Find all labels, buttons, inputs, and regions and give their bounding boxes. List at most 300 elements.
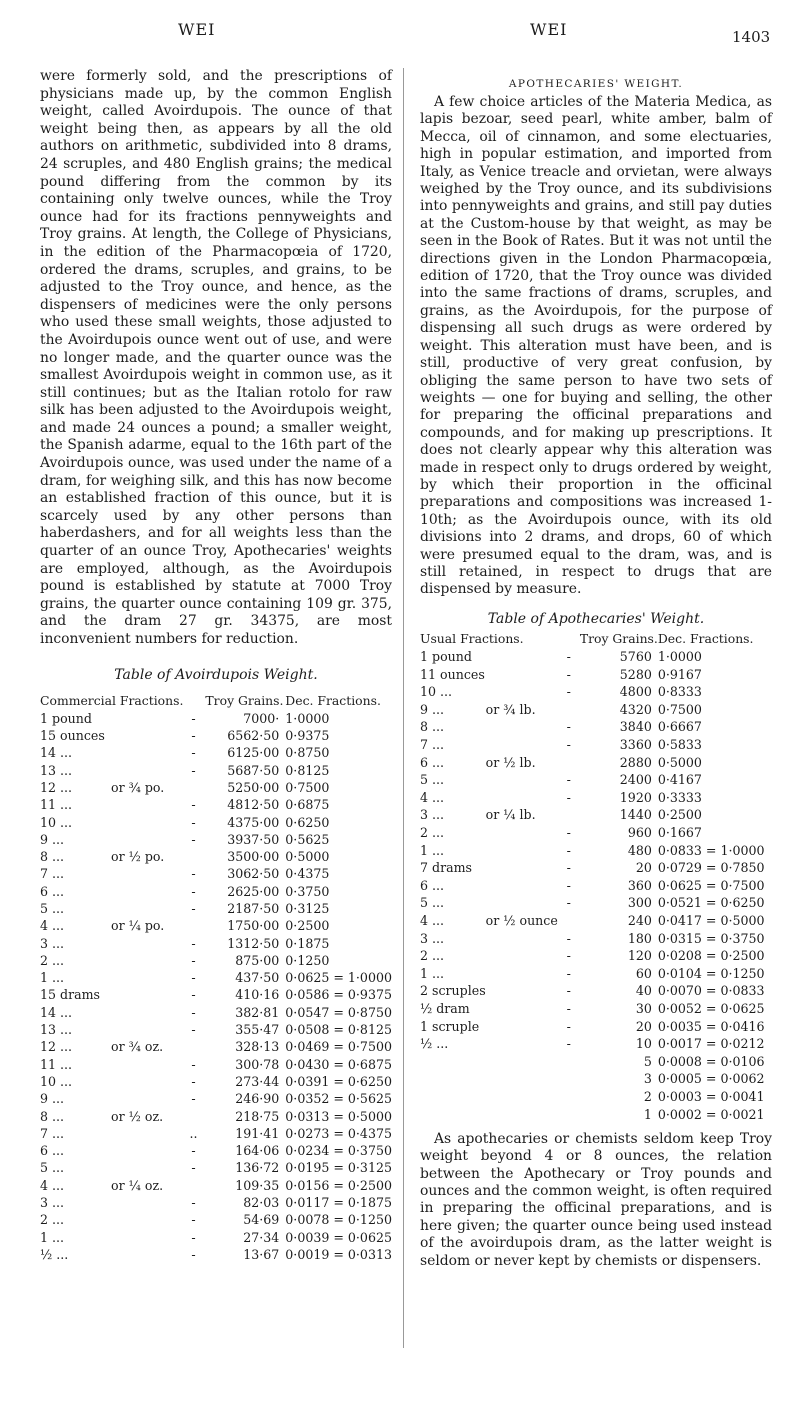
row-label: 12 ... xyxy=(40,1039,73,1055)
row-alt-fraction xyxy=(111,1056,183,1073)
row-label: 1 ... xyxy=(420,842,445,858)
table-row xyxy=(420,982,772,1000)
table-row xyxy=(40,1125,392,1142)
row-label: ½ dram xyxy=(420,1000,470,1016)
row-troy-grains: 164·06 xyxy=(235,1143,280,1159)
row-leader: - xyxy=(566,930,571,946)
row-alt-fraction xyxy=(111,1211,183,1228)
row-troy-grains: 1920 xyxy=(619,789,652,805)
row-alt-fraction xyxy=(111,900,183,917)
row-leader: - xyxy=(566,789,571,805)
row-label: 11 ounces xyxy=(420,666,485,682)
row-label: 6 ... xyxy=(40,883,65,899)
table-row xyxy=(40,1056,392,1073)
table-row xyxy=(40,952,392,969)
row-decimal: 0·6250 xyxy=(285,814,330,830)
row-decimal: 0·0017 = 0·0212 xyxy=(657,1036,765,1052)
row-leader: - xyxy=(191,1004,196,1020)
row-alt-fraction xyxy=(111,1090,183,1107)
row-decimal: 0·0833 = 1·0000 xyxy=(657,842,765,858)
row-decimal: 0·0039 = 0·0625 xyxy=(285,1229,392,1245)
row-label: 2 scruples xyxy=(420,983,486,999)
row-leader xyxy=(558,753,580,771)
table-row xyxy=(40,1194,392,1211)
row-label: 13 ... xyxy=(40,762,73,778)
row-troy-grains: 2187·50 xyxy=(227,901,280,916)
table-row xyxy=(420,894,772,912)
row-alt-fraction: or ½ ounce xyxy=(485,912,558,928)
row-leader: - xyxy=(566,684,571,700)
table-row xyxy=(420,1052,772,1070)
row-alt-fraction xyxy=(111,727,183,744)
row-leader: - xyxy=(191,935,196,951)
row-leader: - xyxy=(566,983,571,999)
table-row xyxy=(40,727,392,744)
section-title: APOTHECARIES' WEIGHT. xyxy=(508,78,684,90)
row-label: 5 ... xyxy=(420,772,445,788)
row-label: 3 ... xyxy=(40,935,65,951)
row-leader: - xyxy=(566,719,571,735)
row-troy-grains: 3840 xyxy=(619,719,652,735)
row-decimal: 0·0547 = 0·8750 xyxy=(285,1004,392,1020)
row-leader: - xyxy=(566,772,571,788)
row-decimal: 0·9375 xyxy=(285,728,330,744)
row-leader xyxy=(183,848,203,865)
row-leader: - xyxy=(191,710,196,726)
row-alt-fraction: or ¼ oz. xyxy=(111,1177,164,1193)
row-alt-fraction xyxy=(111,1125,183,1142)
row-decimal: 0·0273 = 0·4375 xyxy=(285,1125,392,1141)
row-alt-fraction xyxy=(486,736,558,754)
row-label: 10 ... xyxy=(40,814,73,830)
row-label xyxy=(420,1105,486,1123)
row-label: 1 scruple xyxy=(420,1018,480,1034)
row-label: 11 ... xyxy=(40,797,73,813)
row-troy-grains: 328·13 xyxy=(235,1039,280,1055)
row-alt-fraction xyxy=(486,982,558,1000)
row-decimal: 0·0002 = 0·0021 xyxy=(657,1106,765,1122)
apothecaries-table-title: Table of Apothecaries' Weight. xyxy=(487,610,705,627)
row-label xyxy=(420,1052,486,1070)
right-column xyxy=(420,78,772,1270)
row-troy-grains: 191·41 xyxy=(235,1125,280,1141)
row-alt-fraction xyxy=(486,789,558,807)
row-leader: - xyxy=(566,965,571,981)
row-leader: - xyxy=(191,831,196,847)
row-label: 9 ... xyxy=(40,831,65,847)
row-troy-grains: 5250·00 xyxy=(227,779,280,795)
row-troy-grains: 2625·00 xyxy=(227,883,280,899)
column-header: Dec. Fractions. xyxy=(657,630,754,646)
row-label: 2 ... xyxy=(40,1212,65,1228)
row-alt-fraction xyxy=(111,969,183,986)
row-troy-grains: 3062·50 xyxy=(227,866,280,882)
row-label: 4 ... xyxy=(420,789,445,805)
table-row xyxy=(40,883,392,900)
row-alt-fraction xyxy=(111,986,183,1003)
row-troy-grains: 5280 xyxy=(619,666,652,682)
row-alt-fraction: or ¾ lb. xyxy=(485,701,536,717)
row-troy-grains: 300·78 xyxy=(235,1056,280,1072)
row-troy-grains: 1312·50 xyxy=(227,935,280,951)
row-label: 3 ... xyxy=(40,1195,65,1211)
row-alt-fraction xyxy=(486,1088,558,1106)
table-row xyxy=(40,1142,392,1159)
row-alt-fraction xyxy=(486,929,558,947)
row-troy-grains: 960 xyxy=(627,825,652,841)
row-alt-fraction: or ½ po. xyxy=(111,849,165,865)
row-leader: - xyxy=(191,987,196,1003)
row-troy-grains: 136·72 xyxy=(235,1160,280,1176)
row-troy-grains: 54·69 xyxy=(243,1212,280,1228)
row-leader: - xyxy=(566,877,571,893)
row-troy-grains: 6562·50 xyxy=(227,728,280,744)
row-leader: - xyxy=(191,1073,196,1089)
table-row xyxy=(40,900,392,917)
row-troy-grains: 3500·00 xyxy=(227,849,280,865)
row-troy-grains: 40 xyxy=(635,983,652,999)
row-decimal: 0·0352 = 0·5625 xyxy=(285,1091,392,1107)
row-alt-fraction: or ¼ lb. xyxy=(485,807,536,823)
row-alt-fraction xyxy=(111,744,183,761)
row-label: 14 ... xyxy=(40,745,73,761)
row-alt-fraction xyxy=(486,718,558,736)
row-alt-fraction xyxy=(111,1142,183,1159)
table-row xyxy=(420,665,772,683)
row-decimal: 0·0078 = 0·1250 xyxy=(285,1212,392,1228)
row-alt-fraction xyxy=(111,952,183,969)
row-troy-grains: 60 xyxy=(635,965,652,981)
row-label: 1 ... xyxy=(420,965,445,981)
row-decimal: 0·0521 = 0·6250 xyxy=(657,895,765,911)
table-row xyxy=(420,859,772,877)
row-decimal: 0·0104 = 0·1250 xyxy=(657,965,765,981)
row-leader: - xyxy=(191,797,196,813)
row-label: 2 ... xyxy=(40,952,65,968)
table-row xyxy=(420,701,772,719)
row-label: 8 ... xyxy=(40,849,65,865)
table-row xyxy=(40,1159,392,1176)
row-decimal: 0·0313 = 0·5000 xyxy=(285,1108,392,1124)
row-alt-fraction xyxy=(111,1246,183,1263)
running-head-right: WEI xyxy=(530,20,568,39)
row-troy-grains: 13·67 xyxy=(243,1246,280,1262)
row-troy-grains: 246·90 xyxy=(235,1091,280,1107)
row-alt-fraction xyxy=(111,796,183,813)
row-alt-fraction xyxy=(486,1105,558,1123)
table-row xyxy=(420,1105,772,1123)
row-label: 5 ... xyxy=(40,901,65,916)
row-alt-fraction xyxy=(111,761,183,778)
row-leader xyxy=(558,1070,580,1088)
row-label: 4 ... xyxy=(420,912,445,928)
row-decimal: 0·8750 xyxy=(285,745,330,761)
row-leader xyxy=(558,1052,580,1070)
row-troy-grains: 2 xyxy=(643,1088,652,1104)
row-label: ½ ... xyxy=(420,1036,449,1052)
row-label: 9 ... xyxy=(420,701,445,717)
table-row xyxy=(40,761,392,778)
row-decimal: 0·4167 xyxy=(657,772,702,788)
row-alt-fraction xyxy=(111,1194,183,1211)
row-alt-fraction xyxy=(486,1035,558,1053)
row-decimal: 0·0052 = 0·0625 xyxy=(657,1000,765,1016)
row-leader: - xyxy=(566,842,571,858)
row-leader: - xyxy=(566,895,571,911)
row-alt-fraction xyxy=(486,824,558,842)
row-label: 5 ... xyxy=(420,895,445,911)
row-decimal: 0·0195 = 0·3125 xyxy=(285,1160,392,1176)
row-leader: - xyxy=(191,814,196,830)
table-row xyxy=(40,1229,392,1246)
row-decimal: 0·0019 = 0·0313 xyxy=(285,1246,392,1262)
table-row xyxy=(40,1021,392,1038)
table-row xyxy=(40,934,392,951)
row-label: 1 ... xyxy=(40,970,65,986)
row-alt-fraction xyxy=(111,1159,183,1176)
row-alt-fraction xyxy=(486,859,558,877)
row-troy-grains: 875·00 xyxy=(235,952,280,968)
row-decimal: 0·0417 = 0·5000 xyxy=(657,912,765,928)
row-leader: - xyxy=(566,860,571,876)
row-decimal: 0·8125 xyxy=(285,762,330,778)
row-leader: - xyxy=(191,883,196,899)
row-label: 11 ... xyxy=(40,1056,73,1072)
row-leader: - xyxy=(191,728,196,744)
row-troy-grains: 4800 xyxy=(619,684,652,700)
row-troy-grains: 300 xyxy=(627,895,652,911)
row-troy-grains: 2400 xyxy=(619,772,652,788)
table-row xyxy=(420,1000,772,1018)
row-leader xyxy=(183,1107,203,1124)
avoirdupois-table-title: Table of Avoirdupois Weight. xyxy=(114,666,318,683)
row-decimal: 0·0008 = 0·0106 xyxy=(657,1053,765,1069)
row-leader xyxy=(183,1038,203,1055)
row-decimal: 0·0003 = 0·0041 xyxy=(657,1088,765,1104)
row-alt-fraction: or ½ lb. xyxy=(485,754,536,770)
row-decimal: 0·5833 xyxy=(657,737,702,753)
row-decimal: 1·0000 xyxy=(285,710,330,726)
row-decimal: 0·2500 xyxy=(285,918,330,934)
row-decimal: 0·7500 xyxy=(285,779,330,795)
row-alt-fraction xyxy=(486,1052,558,1070)
row-troy-grains: 1 xyxy=(643,1106,652,1122)
row-leader: - xyxy=(566,666,571,682)
row-label: 9 ... xyxy=(40,1091,65,1107)
row-label: 2 ... xyxy=(420,948,445,964)
row-label: 2 ... xyxy=(420,825,445,841)
row-leader xyxy=(558,1088,580,1106)
row-troy-grains: 20 xyxy=(635,860,652,876)
table-row xyxy=(40,865,392,882)
row-leader: - xyxy=(566,948,571,964)
row-label: 3 ... xyxy=(420,807,445,823)
row-label: 8 ... xyxy=(420,719,445,735)
running-head-left: WEI xyxy=(178,20,216,39)
row-alt-fraction xyxy=(486,683,558,701)
row-label: 5 ... xyxy=(40,1160,65,1176)
row-leader: - xyxy=(191,952,196,968)
row-leader xyxy=(183,1177,203,1194)
table-row xyxy=(40,1004,392,1021)
row-troy-grains: 355·47 xyxy=(235,1022,280,1038)
row-leader: - xyxy=(191,1160,196,1176)
row-alt-fraction: or ¾ po. xyxy=(111,779,165,795)
left-column xyxy=(40,68,392,1263)
column-header: Troy Grains. xyxy=(205,692,284,708)
row-troy-grains: 480 xyxy=(627,842,652,858)
row-leader: - xyxy=(191,1229,196,1245)
row-troy-grains: 5687·50 xyxy=(227,762,280,778)
row-label: 10 ... xyxy=(420,684,453,700)
row-troy-grains: 1750·00 xyxy=(227,918,280,934)
row-alt-fraction xyxy=(486,877,558,895)
row-decimal: 0·8333 xyxy=(657,684,702,700)
row-decimal: 0·0070 = 0·0833 xyxy=(657,983,765,999)
row-leader: - xyxy=(566,1036,571,1052)
row-alt-fraction xyxy=(111,934,183,951)
row-alt-fraction xyxy=(111,1021,183,1038)
table-row xyxy=(40,1107,392,1124)
row-troy-grains: 218·75 xyxy=(235,1108,280,1124)
row-decimal: 1·0000 xyxy=(657,649,702,665)
row-label: 6 ... xyxy=(420,754,445,770)
row-troy-grains: 30 xyxy=(635,1000,652,1016)
row-label xyxy=(420,1088,486,1106)
row-label: 7 ... xyxy=(40,866,65,882)
row-troy-grains: 4375·00 xyxy=(227,814,280,830)
row-decimal: 0·0729 = 0·7850 xyxy=(657,860,765,876)
table-header-row xyxy=(420,631,772,648)
row-alt-fraction xyxy=(111,1073,183,1090)
row-label: 1 ... xyxy=(40,1229,65,1245)
table-row xyxy=(420,929,772,947)
row-leader: - xyxy=(191,866,196,882)
column-divider xyxy=(403,68,404,1348)
row-label: 4 ... xyxy=(40,1177,65,1193)
row-label: 6 ... xyxy=(420,877,445,893)
row-decimal: 0·5000 xyxy=(657,754,702,770)
column-header: Troy Grains. xyxy=(579,630,658,646)
table-row xyxy=(420,648,772,666)
row-leader: - xyxy=(566,1000,571,1016)
running-header xyxy=(0,20,801,50)
row-troy-grains: 240 xyxy=(627,912,652,928)
row-decimal: 0·0005 = 0·0062 xyxy=(657,1071,765,1087)
row-troy-grains: 1440 xyxy=(619,807,652,823)
row-leader: - xyxy=(191,745,196,761)
row-alt-fraction xyxy=(111,1004,183,1021)
row-decimal: 0·0586 = 0·9375 xyxy=(285,987,392,1003)
column-header: Usual Fractions. xyxy=(420,630,524,646)
row-leader: - xyxy=(566,737,571,753)
row-leader: - xyxy=(191,762,196,778)
row-troy-grains: 109·35 xyxy=(235,1177,280,1193)
row-alt-fraction xyxy=(486,947,558,965)
row-decimal: 0·4375 xyxy=(285,866,330,882)
closing-paragraph: As apothecaries or chemists seldom keep Troy weight beyond 4 or 8 ounces, the relation between the Apothecary or Troy pounds and ounces and the common weight, is often required in preparing the officinal preparations, and is here given; the quarter ounce being used instead of the avoirdupois dram, as the latter weight is seldom or never kept by chemists or dispensers. xyxy=(420,1130,772,1269)
row-decimal: 0·0391 = 0·6250 xyxy=(285,1073,392,1089)
row-alt-fraction xyxy=(486,1017,558,1035)
table-row xyxy=(40,710,392,727)
row-troy-grains: 3 xyxy=(643,1071,652,1087)
row-label: 12 ... xyxy=(40,779,73,795)
row-leader xyxy=(183,779,203,796)
row-troy-grains: 5760 xyxy=(619,649,652,665)
table-row xyxy=(420,789,772,807)
table-row xyxy=(40,796,392,813)
row-label: 10 ... xyxy=(40,1073,73,1089)
row-decimal: 0·1875 xyxy=(285,935,330,951)
row-troy-grains: 273·44 xyxy=(235,1073,280,1089)
table-row xyxy=(40,848,392,865)
row-alt-fraction xyxy=(486,1070,558,1088)
row-decimal: 0·0625 = 1·0000 xyxy=(285,970,392,986)
column-header: Dec. Fractions. xyxy=(285,692,381,708)
row-alt-fraction xyxy=(486,665,558,683)
row-troy-grains: 4320 xyxy=(619,701,652,717)
row-label: ½ ... xyxy=(40,1246,69,1262)
row-decimal: 0·0156 = 0·2500 xyxy=(285,1177,392,1193)
row-decimal: 0·5000 xyxy=(285,849,330,865)
row-troy-grains: 3360 xyxy=(619,737,652,753)
apothecaries-table xyxy=(420,631,772,1123)
row-leader: - xyxy=(191,901,196,916)
table-row xyxy=(40,986,392,1003)
row-troy-grains: 360 xyxy=(627,877,652,893)
column-header: Commercial Fractions. xyxy=(40,692,184,708)
row-decimal: 0·0117 = 0·1875 xyxy=(285,1195,392,1211)
table-header-row xyxy=(40,693,392,710)
row-troy-grains: 5 xyxy=(643,1053,652,1069)
table-row xyxy=(420,1088,772,1106)
row-leader: - xyxy=(566,1018,571,1034)
row-alt-fraction xyxy=(111,865,183,882)
table-row xyxy=(420,964,772,982)
row-decimal: 0·0430 = 0·6875 xyxy=(285,1056,392,1072)
row-alt-fraction xyxy=(486,841,558,859)
row-decimal: 0·1667 xyxy=(657,825,702,841)
table-row xyxy=(40,1211,392,1228)
row-leader: - xyxy=(191,1143,196,1159)
row-decimal: 0·3750 xyxy=(285,883,330,899)
row-troy-grains: 6125·00 xyxy=(227,745,280,761)
row-label: 15 drams xyxy=(40,987,101,1003)
row-troy-grains: 82·03 xyxy=(243,1195,280,1211)
row-leader xyxy=(558,912,580,930)
row-alt-fraction xyxy=(111,710,183,727)
table-row xyxy=(40,744,392,761)
table-row xyxy=(420,1070,772,1088)
row-label: 7 ... xyxy=(40,1125,65,1141)
avoirdupois-table xyxy=(40,693,392,1264)
row-troy-grains: 180 xyxy=(627,930,652,946)
row-label: 7 ... xyxy=(420,737,445,753)
table-row xyxy=(420,824,772,842)
table-row xyxy=(420,718,772,736)
table-row xyxy=(420,912,772,930)
row-alt-fraction: or ¼ po. xyxy=(111,918,165,934)
row-troy-grains: 20 xyxy=(635,1018,652,1034)
row-alt-fraction xyxy=(111,883,183,900)
row-troy-grains: 410·16 xyxy=(235,987,280,1003)
row-alt-fraction xyxy=(111,831,183,848)
table-row xyxy=(420,1017,772,1035)
apothecaries-paragraph: A few choice articles of the Materia Medica, as lapis bezoar, seed pearl, white amber, balm of Mecca, oil of cinnamon, and some electuaries, high in popular estimation, and imported from Italy, as Venice treacle and orvietan, were always weighed by the Troy ounce, and its subdivisions into pennyweights and grains, and still pay duties at the Custom-house by that weight, as may be seen in the Book of Rates. But it was not until the directions given in the London Pharmacopœia, edition of 1720, that the Troy ounce was divided into the same fractions of drams, scruples, and grains, as the Avoirdupois, for the purpose of dispensing all such drugs as were ordered by weight. This alteration must have been, and is still, productive of very great confusion, by obliging the same person to have two sets of weights — one for buying and selling, the other for preparing the officinal preparations and compounds, and for making up prescriptions. It does not clearly appear why this alteration was made in respect only to drugs ordered by weight, by which their proportion in the officinal preparations and compositions was increased 1-10th; as the Avoirdupois ounce, with its old divisions into 2 drams, and drops, 60 of which were presumed equal to the dram, was, and is still retained, in respect to drugs that are dispensed by measure. xyxy=(420,94,772,598)
row-troy-grains: 7000· xyxy=(243,710,280,726)
table-row xyxy=(40,813,392,830)
row-leader: - xyxy=(191,1246,196,1262)
